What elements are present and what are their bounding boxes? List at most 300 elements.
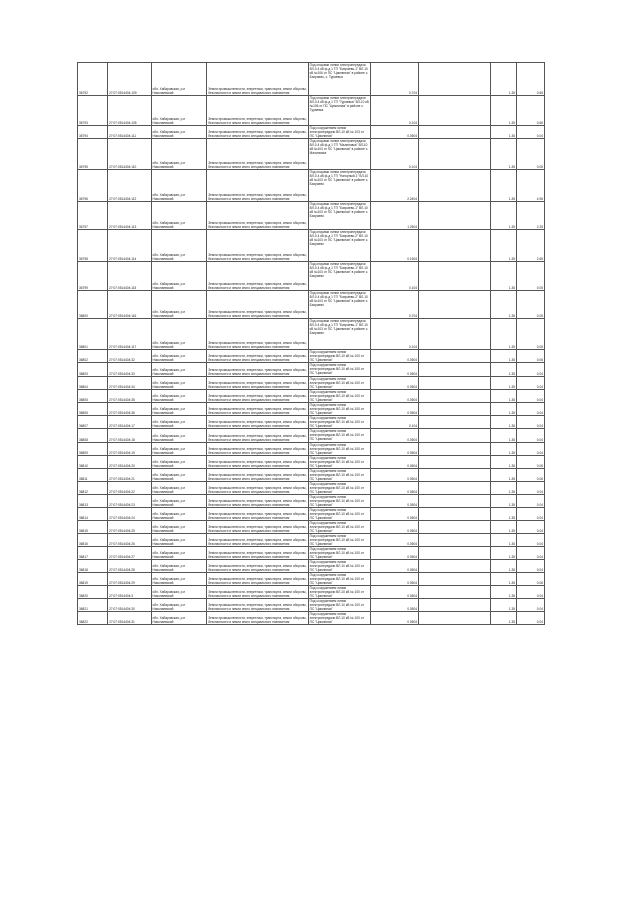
- cell-id: 36792: [78, 63, 108, 96]
- cell-location: обл. Хабаровская, р-н Николаевский: [151, 573, 207, 586]
- cell-value: 0.05: [517, 139, 545, 170]
- cell-id: 36808: [78, 429, 108, 443]
- cell-land-category: Земли промышленности, энергетики, транспорта, земли обороны, безопасности и земли иного специального назначения: [207, 230, 308, 262]
- cell-coefficient: 1.35: [491, 363, 517, 377]
- table-row: [78, 403, 545, 416]
- cell-id: 36803: [78, 363, 108, 377]
- cell-coefficient: 1.35: [491, 230, 517, 262]
- cell-location: обл. Хабаровская, р-н Николаевский: [151, 456, 207, 469]
- cell-spacer: [419, 403, 491, 416]
- table-body: [78, 63, 545, 625]
- cell-coefficient: 1.35: [491, 319, 517, 350]
- area-unit: 04: [413, 529, 417, 533]
- cell-spacer: [419, 469, 491, 482]
- cell-coefficient: 1.35: [491, 291, 517, 319]
- area-value: 0.05: [407, 581, 414, 585]
- cell-location: обл. Хабаровская, р-н Николаевский: [151, 390, 207, 403]
- cell-value: 0.04: [517, 363, 545, 377]
- area-unit: 04: [413, 568, 417, 572]
- cell-land-category: Земли промышленности, энергетики, транспорта, земли обороны, безопасности и земли иного специального назначения: [207, 482, 308, 495]
- table-row: [78, 508, 545, 521]
- area-value: 0.1: [409, 424, 414, 428]
- area-value: 0.1: [409, 345, 414, 349]
- cell-area: [371, 599, 419, 612]
- cell-coefficient: 1.35: [491, 534, 517, 547]
- cell-spacer: [419, 63, 491, 96]
- area-value: 1.25: [407, 225, 414, 229]
- cell-land-category: Земли промышленности, энергетики, транспорта, земли обороны, безопасности и земли иного специального назначения: [207, 363, 308, 377]
- cell-area: [371, 482, 419, 495]
- cell-coefficient: 1.35: [491, 202, 517, 230]
- cell-location: обл. Хабаровская, р-н Николаевский: [151, 63, 207, 96]
- cell-description: Под опорами линии электропередачи ВЛ-0.4 кВ ф-д 1 ТП "Бахраево-1" ВЛ-10 кВ №103 от ПС "Цимлиная" в районе с. Бахраево: [308, 262, 370, 291]
- cell-coefficient: 1.35: [491, 96, 517, 126]
- table-row: [78, 482, 545, 495]
- cell-land-category: Земли промышленности, энергетики, транспорта, земли обороны, безопасности и земли иного специального назначения: [207, 390, 308, 403]
- cell-coefficient: 1.35: [491, 170, 517, 202]
- cell-location: обл. Хабаровская, р-н Николаевский: [151, 230, 207, 262]
- cell-id: 36813: [78, 495, 108, 508]
- table-row: [78, 363, 545, 377]
- cell-location: обл. Хабаровская, р-н Николаевский: [151, 319, 207, 350]
- cell-spacer: [419, 139, 491, 170]
- table-row: [78, 612, 545, 625]
- area-value: 0.05: [407, 385, 414, 389]
- cell-land-category: Земли промышленности, энергетики, транспорта, земли обороны, безопасности и земли иного специального назначения: [207, 508, 308, 521]
- cell-location: обл. Хабаровская, р-н Николаевский: [151, 612, 207, 625]
- cell-value: 0.04: [517, 521, 545, 534]
- cell-value: 2.25: [517, 202, 545, 230]
- area-unit: 04: [413, 581, 417, 585]
- cell-coefficient: 1.35: [491, 612, 517, 625]
- cell-area: [371, 534, 419, 547]
- cell-spacer: [419, 612, 491, 625]
- cell-cadastral-number: 27:07:0514404:3: [108, 586, 151, 599]
- cell-id: 36821: [78, 599, 108, 612]
- cell-value: 0.65: [517, 63, 545, 96]
- cell-land-category: Земли промышленности, энергетики, транспорта, земли обороны, безопасности и земли иного специального назначения: [207, 586, 308, 599]
- table-row: [78, 202, 545, 230]
- cell-coefficient: 1.35: [491, 403, 517, 416]
- cell-value: 0.04: [517, 377, 545, 390]
- cell-description: Под сооружением линии электропередачи ВЛ-10 кВ № 100 от ПС "Цимлиная": [308, 599, 370, 612]
- cell-coefficient: 1.35: [491, 508, 517, 521]
- table-row: [78, 126, 545, 139]
- area-value: 0.05: [407, 451, 414, 455]
- cell-land-category: Земли промышленности, энергетики, транспорта, земли обороны, безопасности и земли иного специального назначения: [207, 350, 308, 363]
- cell-id: 36819: [78, 573, 108, 586]
- table-row: [78, 429, 545, 443]
- cell-land-category: Земли промышленности, энергетики, транспорта, земли обороны, безопасности и земли иного специального назначения: [207, 547, 308, 560]
- cell-cadastral-number: 27:07:0514404:32: [108, 350, 151, 363]
- cell-cadastral-number: 27:07:0514404:116: [108, 291, 151, 319]
- area-value: 0.05: [407, 529, 414, 533]
- cell-spacer: [419, 262, 491, 291]
- cell-coefficient: 1.35: [491, 139, 517, 170]
- cell-spacer: [419, 560, 491, 573]
- cell-land-category: Земли промышленности, энергетики, транспорта, земли обороны, безопасности и земли иного специального назначения: [207, 139, 308, 170]
- cell-id: 36820: [78, 586, 108, 599]
- table-row: [78, 416, 545, 429]
- area-unit: 04: [413, 134, 417, 138]
- cell-cadastral-number: 27:07:0514404:35: [108, 390, 151, 403]
- cell-coefficient: 1.35: [491, 262, 517, 291]
- area-value: 0.1: [409, 165, 414, 169]
- cell-description: Под сооружением линии электропередачи ВЛ-10 кВ № 103 от ПС "Цимлиная": [308, 126, 370, 139]
- cell-area: [371, 573, 419, 586]
- cell-cadastral-number: 27:07:0514404:27: [108, 547, 151, 560]
- area-unit: 04: [413, 424, 417, 428]
- cell-location: обл. Хабаровская, р-н Николаевский: [151, 170, 207, 202]
- cell-id: 36797: [78, 202, 108, 230]
- cell-area: [371, 521, 419, 534]
- area-value: 0.7: [409, 91, 414, 95]
- cell-location: обл. Хабаровская, р-н Николаевский: [151, 586, 207, 599]
- cell-value: 0.04: [517, 416, 545, 429]
- cell-id: 36822: [78, 612, 108, 625]
- cell-location: обл. Хабаровская, р-н Николаевский: [151, 377, 207, 390]
- cell-spacer: [419, 521, 491, 534]
- cell-description: Под сооружением линии электропередачи ВЛ-10 кВ № 100 от ПС "Цимлиная": [308, 521, 370, 534]
- cell-area: [371, 319, 419, 350]
- area-unit: 04: [413, 411, 417, 415]
- cell-id: 36818: [78, 560, 108, 573]
- cell-value: 0.04: [517, 482, 545, 495]
- cell-id: 36812: [78, 482, 108, 495]
- cell-location: обл. Хабаровская, р-н Николаевский: [151, 534, 207, 547]
- area-unit: 04: [413, 451, 417, 455]
- cell-value: 2.65: [517, 230, 545, 262]
- area-value: 0.05: [407, 358, 414, 362]
- area-unit: 04: [413, 464, 417, 468]
- area-value: 0.05: [407, 555, 414, 559]
- cell-land-category: Земли промышленности, энергетики, транспорта, земли обороны, безопасности и земли иного специального назначения: [207, 429, 308, 443]
- cell-cadastral-number: 27:07:0514404:117: [108, 319, 151, 350]
- cell-cadastral-number: 27:07:0514404:110: [108, 139, 151, 170]
- area-value: 0.1: [409, 121, 414, 125]
- table-row: [78, 291, 545, 319]
- area-unit: 04: [413, 477, 417, 481]
- cell-value: 0.05: [517, 291, 545, 319]
- cell-spacer: [419, 230, 491, 262]
- cell-area: [371, 495, 419, 508]
- cell-spacer: [419, 482, 491, 495]
- cell-location: обл. Хабаровская, р-н Николаевский: [151, 350, 207, 363]
- cell-cadastral-number: 27:07:0514404:20: [108, 456, 151, 469]
- table-row: [78, 170, 545, 202]
- area-value: 0.05: [407, 464, 414, 468]
- cell-land-category: Земли промышленности, энергетики, транспорта, земли обороны, безопасности и земли иного специального назначения: [207, 560, 308, 573]
- cell-id: 36801: [78, 319, 108, 350]
- cell-id: 36802: [78, 350, 108, 363]
- cell-value: 0.06: [517, 469, 545, 482]
- cell-area: [371, 560, 419, 573]
- cell-spacer: [419, 377, 491, 390]
- cell-value: 0.04: [517, 429, 545, 443]
- cell-location: обл. Хабаровская, р-н Николаевский: [151, 202, 207, 230]
- area-value: 0.05: [407, 568, 414, 572]
- table-row: [78, 521, 545, 534]
- cell-spacer: [419, 429, 491, 443]
- cell-location: обл. Хабаровская, р-н Николаевский: [151, 547, 207, 560]
- area-unit: 04: [413, 372, 417, 376]
- cell-land-category: Земли промышленности, энергетики, транспорта, земли обороны, безопасности и земли иного специального назначения: [207, 456, 308, 469]
- cell-cadastral-number: 27:07:0514404:17: [108, 416, 151, 429]
- area-unit: 04: [413, 398, 417, 402]
- cell-description: Под сооружением линии электропередачи ВЛ-10 кВ № 100 от ПС "Цимлиная": [308, 547, 370, 560]
- cell-location: обл. Хабаровская, р-н Николаевский: [151, 403, 207, 416]
- area-unit: 04: [413, 91, 417, 95]
- area-value: 2.24: [407, 197, 414, 201]
- cell-spacer: [419, 350, 491, 363]
- cell-description: Под опорами линии электропередачи ВЛ-0.4 кВ ф-д 1 ТП "Бахраево-1" ВЛ-10 кВ №103 от ПС "Цимлиная" в районе с. Бахраево: [308, 202, 370, 230]
- area-unit: 04: [413, 257, 417, 261]
- cell-cadastral-number: 27:07:0514404:28: [108, 560, 151, 573]
- cell-cadastral-number: 27:07:0514404:36: [108, 403, 151, 416]
- area-unit: 04: [413, 594, 417, 598]
- cell-land-category: Земли промышленности, энергетики, транспорта, земли обороны, безопасности и земли иного специального назначения: [207, 63, 308, 96]
- cell-description: Под опорами линии электропередачи ВЛ-0.4 кВ ф-д 1 ТП "Бахраево-1" ВЛ-10 кВ №106 от ПС "Цимлиная" в районе с. Бахраево, с. Тураевка: [308, 63, 370, 96]
- cell-cadastral-number: 27:07:0514404:115: [108, 262, 151, 291]
- cell-area: [371, 429, 419, 443]
- area-value: 0.05: [407, 411, 414, 415]
- area-value: 0.05: [407, 503, 414, 507]
- cell-cadastral-number: 27:07:0514404:31: [108, 612, 151, 625]
- cell-coefficient: 1.35: [491, 350, 517, 363]
- cell-value: 0.04: [517, 547, 545, 560]
- cell-spacer: [419, 202, 491, 230]
- cell-value: 0.06: [517, 456, 545, 469]
- area-unit: 04: [413, 314, 417, 318]
- table-row: [78, 456, 545, 469]
- cell-land-category: Земли промышленности, энергетики, транспорта, земли обороны, безопасности и земли иного специального назначения: [207, 202, 308, 230]
- area-unit: 04: [413, 358, 417, 362]
- cell-spacer: [419, 547, 491, 560]
- cell-spacer: [419, 586, 491, 599]
- cell-coefficient: 1.35: [491, 429, 517, 443]
- cell-location: обл. Хабаровская, р-н Николаевский: [151, 560, 207, 573]
- cell-description: Под опорами линии электропередачи ВЛ-0.4 кВ ф-д 1 ТП "Малиновка" ВЛ-10 кВ №103 от ПС "Цимлиная" в районе с. Малиновка: [308, 139, 370, 170]
- cell-coefficient: 1.35: [491, 390, 517, 403]
- cell-spacer: [419, 599, 491, 612]
- cell-spacer: [419, 508, 491, 521]
- cell-spacer: [419, 495, 491, 508]
- cell-cadastral-number: 27:07:0514404:105: [108, 96, 151, 126]
- cell-id: 36799: [78, 262, 108, 291]
- table-row: [78, 599, 545, 612]
- cell-cadastral-number: 27:07:0514404:25: [108, 521, 151, 534]
- cell-area: [371, 403, 419, 416]
- cell-coefficient: 1.35: [491, 482, 517, 495]
- area-unit: 04: [413, 490, 417, 494]
- cell-id: 36814: [78, 508, 108, 521]
- area-value: 0.05: [407, 607, 414, 611]
- cell-location: обл. Хабаровская, р-н Николаевский: [151, 599, 207, 612]
- cell-description: Под сооружением линии электропередачи ВЛ-10 кВ № 100 от ПС "Цимлиная": [308, 403, 370, 416]
- cell-value: 0.04: [517, 560, 545, 573]
- cell-area: [371, 262, 419, 291]
- cell-id: 36805: [78, 390, 108, 403]
- table-row: [78, 390, 545, 403]
- cell-coefficient: 1.35: [491, 547, 517, 560]
- cell-coefficient: 1.35: [491, 456, 517, 469]
- cell-land-category: Земли промышленности, энергетики, транспорта, земли обороны, безопасности и земли иного специального назначения: [207, 319, 308, 350]
- cell-spacer: [419, 573, 491, 586]
- cell-description: Под сооружением линии электропередачи ВЛ-10 кВ № 100 от ПС "Цимлиная": [308, 350, 370, 363]
- cell-area: [371, 363, 419, 377]
- area-value: 0.1: [409, 286, 414, 290]
- cell-spacer: [419, 170, 491, 202]
- cell-description: Под сооружением линии электропередачи ВЛ-10 кВ № 100 от ПС "Цимлиная": [308, 456, 370, 469]
- cell-id: 36817: [78, 547, 108, 560]
- area-value: 0.05: [407, 516, 414, 520]
- cell-id: 36809: [78, 443, 108, 456]
- table-row: [78, 443, 545, 456]
- cell-description: Под сооружением линии электропередачи ВЛ-10 кВ № 100 от ПС "Цимлиная": [308, 534, 370, 547]
- cell-cadastral-number: 27:07:0514404:24: [108, 508, 151, 521]
- cell-value: 0.04: [517, 599, 545, 612]
- cell-description: Под сооружением линии электропередачи ВЛ-10 кВ № 100 от ПС "Цимлиная": [308, 573, 370, 586]
- area-value: 0.05: [407, 542, 414, 546]
- cell-location: обл. Хабаровская, р-н Николаевский: [151, 469, 207, 482]
- cell-spacer: [419, 416, 491, 429]
- area-unit: 04: [413, 197, 417, 201]
- cell-cadastral-number: 27:07:0514404:109: [108, 63, 151, 96]
- cell-value: 0.05: [517, 262, 545, 291]
- cell-spacer: [419, 126, 491, 139]
- cell-land-category: Земли промышленности, энергетики, транспорта, земли обороны, безопасности и земли иного специального назначения: [207, 495, 308, 508]
- cell-area: [371, 139, 419, 170]
- cell-value: 0.04: [517, 508, 545, 521]
- area-unit: 04: [413, 385, 417, 389]
- cell-land-category: Земли промышленности, энергетики, транспорта, земли обороны, безопасности и земли иного специального назначения: [207, 599, 308, 612]
- cell-id: 36794: [78, 126, 108, 139]
- cell-area: [371, 350, 419, 363]
- cell-cadastral-number: 27:07:0514404:18: [108, 429, 151, 443]
- area-value: 0.05: [407, 477, 414, 481]
- cell-land-category: Земли промышленности, энергетики, транспорта, земли обороны, безопасности и земли иного специального назначения: [207, 443, 308, 456]
- area-value: 0.7: [409, 314, 414, 318]
- cell-description: Под сооружением линии электропередачи ВЛ-10 кВ № 100 от ПС "Цимлиная": [308, 508, 370, 521]
- table-row: [78, 350, 545, 363]
- cell-value: 0.05: [517, 319, 545, 350]
- table-row: [78, 319, 545, 350]
- cell-value: 0.04: [517, 495, 545, 508]
- cell-land-category: Земли промышленности, энергетики, транспорта, земли обороны, безопасности и земли иного специального назначения: [207, 403, 308, 416]
- cell-coefficient: 1.35: [491, 586, 517, 599]
- table-row: [78, 96, 545, 126]
- cell-location: обл. Хабаровская, р-н Николаевский: [151, 495, 207, 508]
- cell-cadastral-number: 27:07:0514404:30: [108, 599, 151, 612]
- cell-id: 36806: [78, 403, 108, 416]
- area-value: 0.15: [407, 257, 414, 261]
- cell-coefficient: 1.35: [491, 560, 517, 573]
- cell-land-category: Земли промышленности, энергетики, транспорта, земли обороны, безопасности и земли иного специального назначения: [207, 612, 308, 625]
- cell-area: [371, 547, 419, 560]
- cell-land-category: Земли промышленности, энергетики, транспорта, земли обороны, безопасности и земли иного специального назначения: [207, 573, 308, 586]
- cell-value: 4.96: [517, 170, 545, 202]
- area-value: 0.05: [407, 594, 414, 598]
- cell-land-category: Земли промышленности, энергетики, транспорта, земли обороны, безопасности и земли иного специального назначения: [207, 377, 308, 390]
- cell-spacer: [419, 443, 491, 456]
- cell-cadastral-number: 27:07:0514404:34: [108, 377, 151, 390]
- area-value: 0.05: [407, 398, 414, 402]
- cell-coefficient: 1.35: [491, 469, 517, 482]
- cell-area: [371, 291, 419, 319]
- cell-area: [371, 126, 419, 139]
- cell-location: обл. Хабаровская, р-н Николаевский: [151, 443, 207, 456]
- cell-coefficient: 1.35: [491, 126, 517, 139]
- cell-description: Под опорами линии электропередачи ВЛ-0.4 кВ ф-д 1 ТП "Тураевка" ВЛ-10 кВ №106 от ПС "Цимлиная" в районе с. Тураевка: [308, 96, 370, 126]
- cell-description: Под сооружением линии электропередачи ВЛ-10 кВ № 100 от ПС "Цимлиная": [308, 390, 370, 403]
- area-unit: 04: [413, 503, 417, 507]
- cell-description: Под сооружением линии электропередачи ВЛ-10 кВ № 100 от ПС "Цимлиная": [308, 560, 370, 573]
- cell-value: 0.06: [517, 573, 545, 586]
- cell-description: Под сооружением линии электропередачи ВЛ-10 кВ № 100 от ПС "Цимлиная": [308, 482, 370, 495]
- cell-description: Под сооружением линии электропередачи ВЛ-10 кВ № 100 от ПС "Цимлиная": [308, 469, 370, 482]
- cell-area: [371, 390, 419, 403]
- cell-value: 0.06: [517, 350, 545, 363]
- cell-id: 36800: [78, 291, 108, 319]
- area-unit: 04: [413, 345, 417, 349]
- cell-value: 0.04: [517, 443, 545, 456]
- area-unit: 04: [413, 286, 417, 290]
- area-unit: 04: [413, 542, 417, 546]
- area-unit: 04: [413, 165, 417, 169]
- cell-id: 36810: [78, 456, 108, 469]
- cell-spacer: [419, 534, 491, 547]
- cell-description: Под сооружением линии электропередачи ВЛ-10 кВ № 100 от ПС "Цимлиная": [308, 612, 370, 625]
- cell-location: обл. Хабаровская, р-н Николаевский: [151, 482, 207, 495]
- cell-id: 36816: [78, 534, 108, 547]
- cell-coefficient: 1.35: [491, 573, 517, 586]
- cell-area: [371, 170, 419, 202]
- cell-land-category: Земли промышленности, энергетики, транспорта, земли обороны, безопасности и земли иного специального назначения: [207, 521, 308, 534]
- table-row: [78, 139, 545, 170]
- area-unit: 04: [413, 225, 417, 229]
- cell-area: [371, 230, 419, 262]
- cell-land-category: Земли промышленности, энергетики, транспорта, земли обороны, безопасности и земли иного специального назначения: [207, 469, 308, 482]
- cell-cadastral-number: 27:07:0514404:26: [108, 534, 151, 547]
- area-value: 0.05: [407, 372, 414, 376]
- cell-description: Под опорами линии электропередачи ВЛ-0.4 кВ ф-д 1 ТП "Бахраево-2" ВЛ-10 кВ №103 от ПС "Цимлиная" в районе с. Бахраево: [308, 230, 370, 262]
- cell-area: [371, 612, 419, 625]
- cell-id: 36795: [78, 139, 108, 170]
- table-row: [78, 495, 545, 508]
- table-row: [78, 586, 545, 599]
- table-row: [78, 63, 545, 96]
- cell-description: Под сооружением линии электропередачи ВЛ-10 кВ № 100 от ПС "Цимлиная": [308, 363, 370, 377]
- cell-location: обл. Хабаровская, р-н Николаевский: [151, 96, 207, 126]
- cell-spacer: [419, 291, 491, 319]
- cell-spacer: [419, 456, 491, 469]
- cell-area: [371, 443, 419, 456]
- area-unit: 04: [413, 438, 417, 442]
- cell-location: обл. Хабаровская, р-н Николаевский: [151, 521, 207, 534]
- cell-cadastral-number: 27:07:0514404:29: [108, 573, 151, 586]
- cell-coefficient: 1.35: [491, 416, 517, 429]
- cell-cadastral-number: 27:07:0514404:23: [108, 495, 151, 508]
- area-unit: 04: [413, 516, 417, 520]
- area-value: 0.05: [407, 438, 414, 442]
- cell-area: [371, 586, 419, 599]
- table-row: [78, 547, 545, 560]
- cell-location: обл. Хабаровская, р-н Николаевский: [151, 126, 207, 139]
- cell-location: обл. Хабаровская, р-н Николаевский: [151, 429, 207, 443]
- cell-description: Под опорами линии электропередачи ВЛ-0.4 кВ ф-д 1 ТП "Бахраево-2" ВЛ-10 кВ №103 от ПС "Цимлиная" в районе с. Бахраево: [308, 291, 370, 319]
- cell-cadastral-number: 27:07:0514404:19: [108, 443, 151, 456]
- cell-land-category: Земли промышленности, энергетики, транспорта, земли обороны, безопасности и земли иного специального назначения: [207, 416, 308, 429]
